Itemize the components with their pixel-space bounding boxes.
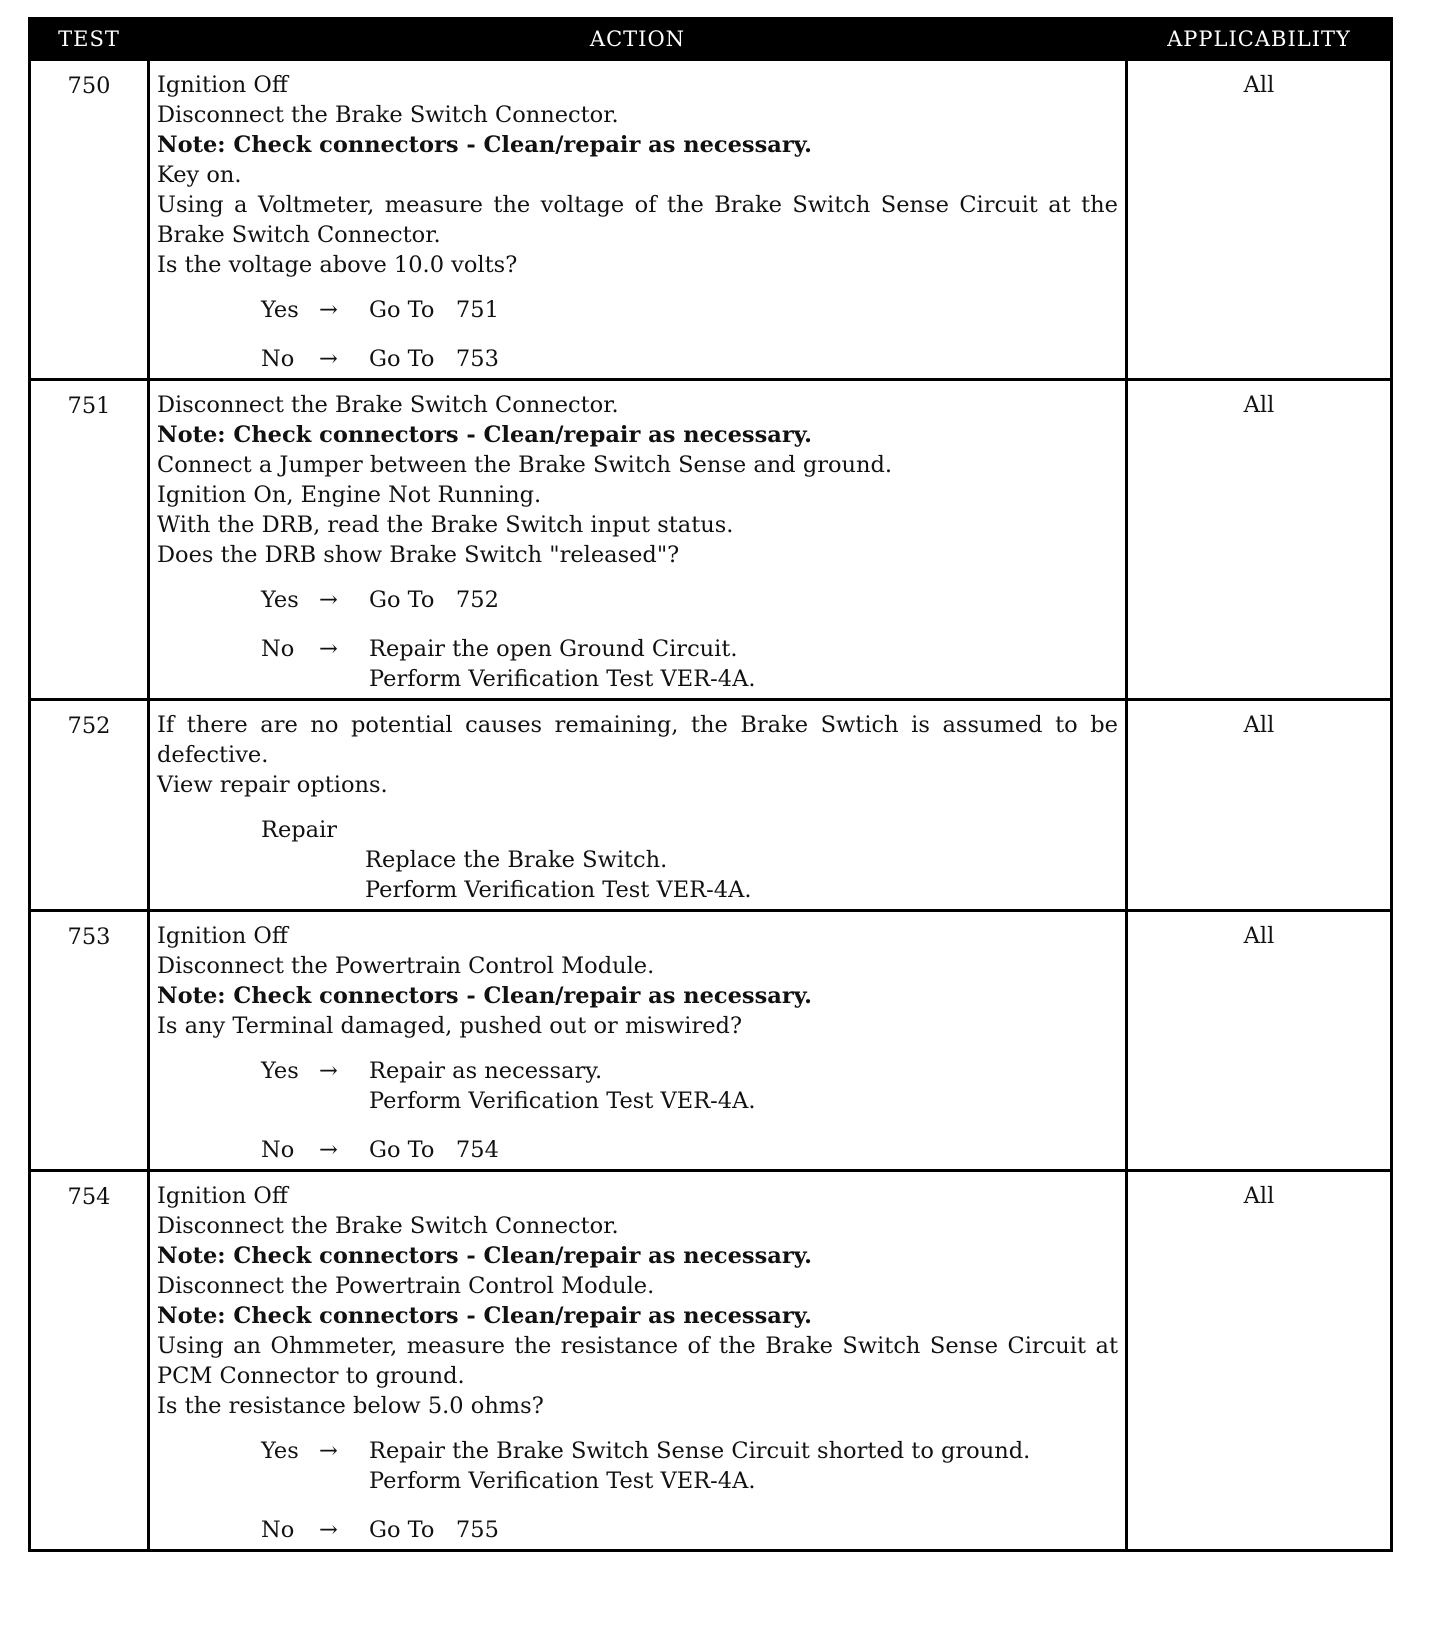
action-step: Ignition Off bbox=[157, 72, 288, 98]
action-cell bbox=[149, 700, 1127, 911]
branch-result bbox=[369, 344, 499, 374]
test-number: 751 bbox=[30, 380, 149, 700]
arrow-icon: → bbox=[319, 636, 338, 662]
action-note: Note: Check connectors - Clean/repair as necessary. bbox=[157, 132, 812, 158]
action-step: If there are no potential causes remaining, the Brake Swtich is assumed to be defective. bbox=[157, 712, 1118, 768]
repair-label: Repair bbox=[261, 817, 338, 843]
diagnostic-test-table bbox=[28, 17, 1393, 1552]
branch-result-line: Perform Verification Test VER-4A. bbox=[369, 1468, 756, 1494]
action-step: View repair options. bbox=[157, 772, 388, 798]
branch-no bbox=[157, 344, 1118, 374]
branch-result-line: Go To 753 bbox=[369, 346, 499, 372]
header-test: TEST bbox=[30, 19, 149, 60]
action-cell bbox=[149, 1171, 1127, 1551]
action-note: Note: Check connectors - Clean/repair as necessary. bbox=[157, 1303, 812, 1329]
branch-yes bbox=[157, 1436, 1118, 1496]
test-number: 750 bbox=[30, 60, 149, 380]
action-step: With the DRB, read the Brake Switch input status. bbox=[157, 512, 734, 538]
table-row bbox=[30, 1171, 1392, 1551]
applicability-value: All bbox=[1127, 60, 1392, 380]
branch-result-line: Repair the Brake Switch Sense Circuit shorted to ground. bbox=[369, 1438, 1031, 1464]
arrow-icon: → bbox=[319, 1137, 338, 1163]
branch-label: Yes bbox=[261, 1058, 299, 1084]
arrow-icon: → bbox=[319, 587, 338, 613]
action-step: Disconnect the Brake Switch Connector. bbox=[157, 392, 619, 418]
action-step: Disconnect the Powertrain Control Module. bbox=[157, 953, 655, 979]
repair-line: Perform Verification Test VER-4A. bbox=[365, 877, 752, 903]
branch-result-line: Go To 754 bbox=[369, 1137, 499, 1163]
applicability-value: All bbox=[1127, 1171, 1392, 1551]
branch-label: No bbox=[261, 636, 295, 662]
action-step: Disconnect the Powertrain Control Module. bbox=[157, 1273, 655, 1299]
action-cell bbox=[149, 380, 1127, 700]
branch-result-line: Repair as necessary. bbox=[369, 1058, 603, 1084]
repair-options bbox=[157, 815, 1118, 905]
branch-no bbox=[157, 1135, 1118, 1165]
action-cell bbox=[149, 60, 1127, 380]
arrow-icon: → bbox=[319, 1058, 338, 1084]
table-body bbox=[30, 60, 1392, 1551]
branch-label: Yes bbox=[261, 587, 299, 613]
diagnostic-table-page bbox=[28, 17, 1390, 1552]
action-cell bbox=[149, 911, 1127, 1171]
action-step: Is any Terminal damaged, pushed out or miswired? bbox=[157, 1013, 743, 1039]
action-step: Using an Ohmmeter, measure the resistance of the Brake Switch Sense Circuit at PCM Connector to ground. bbox=[157, 1333, 1118, 1389]
branch-yes bbox=[157, 295, 1118, 325]
branch-no bbox=[157, 634, 1118, 694]
branch-yes bbox=[157, 585, 1118, 615]
action-step: Key on. bbox=[157, 162, 242, 188]
branch-result-line: Go To 752 bbox=[369, 587, 499, 613]
branch-result bbox=[369, 634, 755, 694]
action-note: Note: Check connectors - Clean/repair as necessary. bbox=[157, 1243, 812, 1269]
test-number: 753 bbox=[30, 911, 149, 1171]
arrow-icon: → bbox=[319, 1438, 338, 1464]
branch-label: No bbox=[261, 346, 295, 372]
table-row bbox=[30, 60, 1392, 380]
branch-result bbox=[369, 1515, 499, 1545]
branch-no bbox=[157, 1515, 1118, 1545]
branch-label: Yes bbox=[261, 1438, 299, 1464]
action-step: Ignition On, Engine Not Running. bbox=[157, 482, 542, 508]
branch-yes bbox=[157, 1056, 1118, 1116]
action-step: Ignition Off bbox=[157, 1183, 288, 1209]
action-step: Is the resistance below 5.0 ohms? bbox=[157, 1393, 544, 1419]
branch-label: No bbox=[261, 1137, 295, 1163]
branch-result-line: Go To 755 bbox=[369, 1517, 499, 1543]
applicability-value: All bbox=[1127, 911, 1392, 1171]
action-step: Does the DRB show Brake Switch "released"? bbox=[157, 542, 680, 568]
header-action: ACTION bbox=[149, 19, 1127, 60]
branch-result-line: Perform Verification Test VER-4A. bbox=[369, 1088, 756, 1114]
action-step: Disconnect the Brake Switch Connector. bbox=[157, 102, 619, 128]
branch-result bbox=[369, 1135, 499, 1165]
arrow-icon: → bbox=[319, 1517, 338, 1543]
action-step: Is the voltage above 10.0 volts? bbox=[157, 252, 518, 278]
branch-result-line: Repair the open Ground Circuit. bbox=[369, 636, 738, 662]
action-step: Disconnect the Brake Switch Connector. bbox=[157, 1213, 619, 1239]
branch-result-line: Perform Verification Test VER-4A. bbox=[369, 666, 756, 692]
action-note: Note: Check connectors - Clean/repair as necessary. bbox=[157, 983, 812, 1009]
branch-result bbox=[369, 295, 499, 325]
table-row bbox=[30, 911, 1392, 1171]
arrow-icon: → bbox=[319, 346, 338, 372]
branch-result bbox=[369, 1436, 1030, 1496]
branch-result bbox=[369, 585, 499, 615]
table-row bbox=[30, 380, 1392, 700]
applicability-value: All bbox=[1127, 380, 1392, 700]
branch-result-line: Go To 751 bbox=[369, 297, 499, 323]
action-step: Using a Voltmeter, measure the voltage of the Brake Switch Sense Circuit at the Brake Switch Connector. bbox=[157, 192, 1118, 248]
action-step: Ignition Off bbox=[157, 923, 288, 949]
arrow-icon: → bbox=[319, 297, 338, 323]
header-applicability: APPLICABILITY bbox=[1127, 19, 1392, 60]
action-step: Connect a Jumper between the Brake Switch Sense and ground. bbox=[157, 452, 893, 478]
branch-label: No bbox=[261, 1517, 295, 1543]
table-row bbox=[30, 700, 1392, 911]
test-number: 754 bbox=[30, 1171, 149, 1551]
test-number: 752 bbox=[30, 700, 149, 911]
applicability-value: All bbox=[1127, 700, 1392, 911]
branch-label: Yes bbox=[261, 297, 299, 323]
branch-result bbox=[369, 1056, 755, 1116]
repair-line: Replace the Brake Switch. bbox=[365, 847, 668, 873]
table-header bbox=[30, 19, 1392, 60]
action-note: Note: Check connectors - Clean/repair as necessary. bbox=[157, 422, 812, 448]
